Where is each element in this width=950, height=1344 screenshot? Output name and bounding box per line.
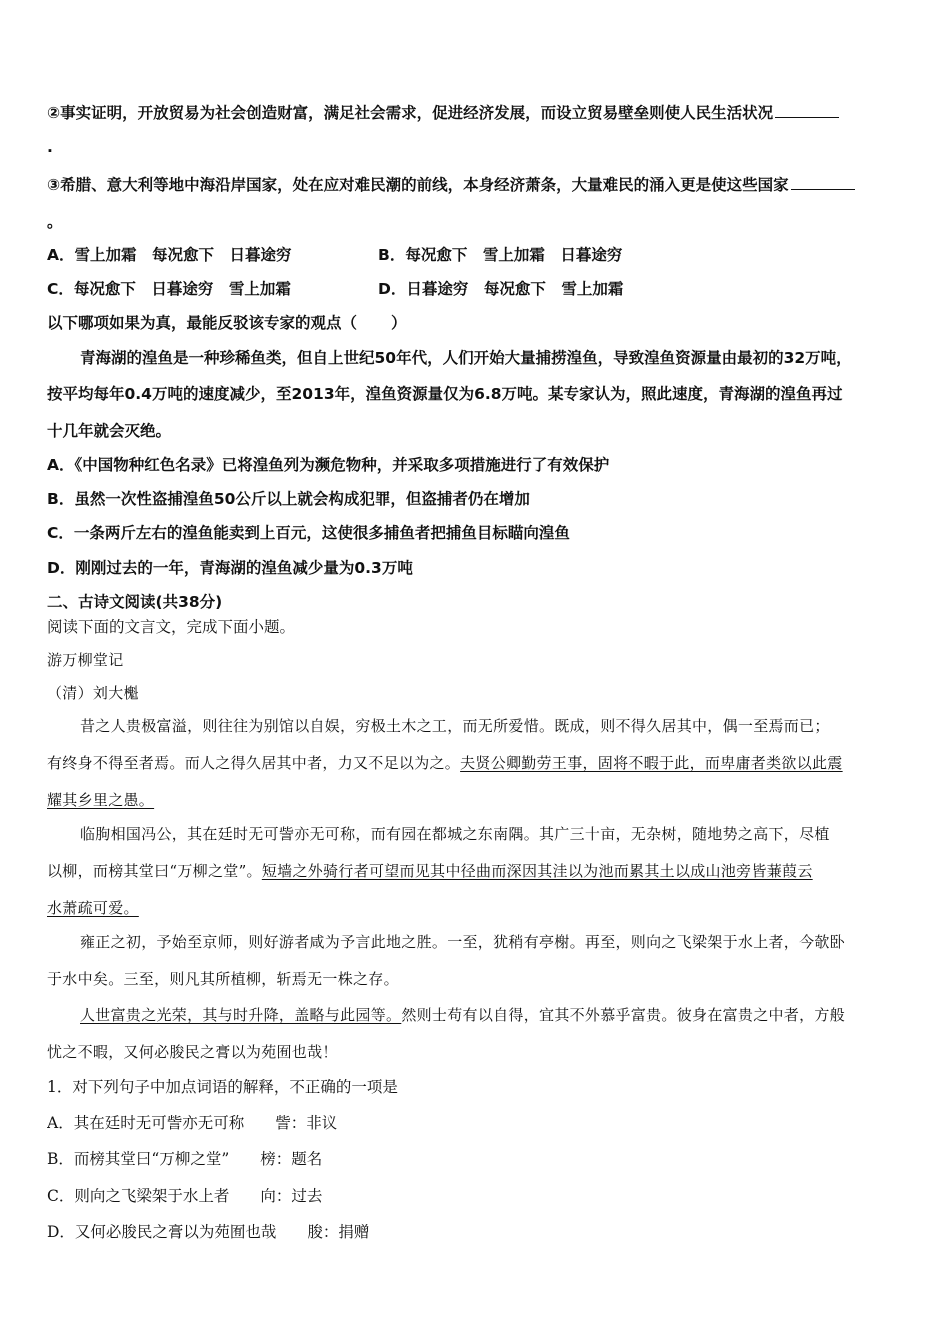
answer-blank[interactable] bbox=[775, 105, 839, 118]
fish-para-line-3: 十几年就会灭绝。 bbox=[47, 422, 172, 440]
passage-p2-line-3 bbox=[47, 897, 910, 918]
underlined-sentence: 人世富贵之光荣，其与时升降，盖略与此园等。 bbox=[80, 1006, 402, 1024]
fish-question-stem: 以下哪项如果为真，最能反驳该专家的观点（ ） bbox=[47, 314, 407, 332]
passage-p1-line-3 bbox=[47, 789, 910, 810]
prev-item-2-end: . bbox=[47, 138, 53, 156]
section-heading: 二、古诗文阅读(共38分) bbox=[47, 593, 223, 611]
passage-p4-line-2: 忧之不暇，又何必朘民之膏以为苑囿也哉！ bbox=[47, 1043, 338, 1061]
passage-author: （清）刘大櫆 bbox=[47, 684, 139, 702]
passage-p2-line-2: 以柳，而榜其堂曰“万柳之堂”。短墙之外骑行者可望而见其中径曲而深因其洼以为池而累其土以成山池旁皆蒹葭云 bbox=[47, 862, 813, 880]
answer-blank[interactable] bbox=[791, 177, 855, 190]
underlined-sentence: 耀其乡里之愚。 bbox=[47, 791, 155, 809]
fish-para-line-2: 按平均每年0.4万吨的速度减少，至2013年，湟鱼资源量仅为6.8万吨。某专家认为，照此速度，青海湖的湟鱼再过 bbox=[47, 385, 843, 403]
passage-p3-line-1: 雍正之初，予始至京师，则好游者咸为予言此地之胜。一至，犹稍有亭榭。再至，则向之飞梁架于水上者，今欹卧 bbox=[80, 933, 846, 951]
passage-p2-line-1: 临朐相国冯公，其在廷时无可訾亦无可称，而有园在都城之东南隅。其广三十亩，无杂树，随地势之高下，尽植 bbox=[80, 825, 830, 843]
section-instruction: 阅读下面的文言文，完成下面小题。 bbox=[47, 618, 296, 636]
prev-option-a[interactable]: A．雪上加霜 每况愈下 日暮途穷 bbox=[47, 246, 292, 264]
prev-item-3-end: 。 bbox=[47, 213, 63, 231]
question-1-option-b[interactable]: B．而榜其堂曰“万柳之堂” 榜：题名 bbox=[47, 1150, 323, 1168]
question-1-option-c[interactable]: C．则向之飞梁架于水上者 向：过去 bbox=[47, 1187, 323, 1205]
question-1-option-a[interactable]: A．其在廷时无可訾亦无可称 訾：非议 bbox=[47, 1114, 338, 1132]
passage-p1-line-1: 昔之人贵极富溢，则往往为别馆以自娱，穷极土木之工，而无所爱惜。既成，则不得久居其中，偶一至焉而已； bbox=[80, 717, 830, 735]
passage-p4-line-1: 人世富贵之光荣，其与时升降，盖略与此园等。然则士苟有以自得，宜其不外慕乎富贵。彼身在富贵之中者，方般 bbox=[80, 1006, 846, 1024]
prev-item-3: ③希腊、意大利等地中海沿岸国家，处在应对难民潮的前线，本身经济萧条，大量难民的涌入更是使这些国家 bbox=[47, 173, 910, 195]
fish-option-c[interactable]: C．一条两斤左右的湟鱼能卖到上百元，这使很多捕鱼者把捕鱼目标瞄向湟鱼 bbox=[47, 524, 570, 542]
question-1-option-d[interactable]: D．又何必朘民之膏以为苑囿也哉 朘：捐赠 bbox=[47, 1223, 370, 1241]
passage-p1-line-2: 有终身不得至者焉。而人之得久居其中者，力又不足以为之。夫贤公卿勤劳王事，固将不暇于此，而卑庸者类欲以此震 bbox=[47, 754, 843, 772]
prev-option-c[interactable]: C．每况愈下 日暮途穷 雪上加霜 bbox=[47, 280, 291, 298]
underlined-sentence: 短墙之外骑行者可望而见其中径曲而深因其洼以为池而累其土以成山池旁皆蒹葭云 bbox=[261, 862, 813, 880]
passage-title: 游万柳堂记 bbox=[47, 651, 124, 669]
fish-option-b[interactable]: B．虽然一次性盗捕湟鱼50公斤以上就会构成犯罪，但盗捕者仍在增加 bbox=[47, 490, 530, 508]
fish-option-a[interactable]: A．《中国物种红色名录》已将湟鱼列为濒危物种，并采取多项措施进行了有效保护 bbox=[47, 456, 610, 474]
underlined-sentence: 夫贤公卿勤劳王事，固将不暇于此，而卑庸者类欲以此震 bbox=[460, 754, 843, 772]
fish-option-d[interactable]: D．刚刚过去的一年，青海湖的湟鱼减少量为0.3万吨 bbox=[47, 559, 413, 577]
question-1-stem: 1．对下列句子中加点词语的解释，不正确的一项是 bbox=[47, 1078, 398, 1096]
prev-option-b[interactable]: B．每况愈下 雪上加霜 日暮途穷 bbox=[378, 246, 623, 264]
prev-item-2: ②事实证明，开放贸易为社会创造财富，满足社会需求，促进经济发展，而设立贸易壁垒则使人民生活状况 bbox=[47, 101, 910, 123]
fish-para-line-1: 青海湖的湟鱼是一种珍稀鱼类，但自上世纪50年代，人们开始大量捕捞湟鱼，导致湟鱼资源量由最初的32万吨， bbox=[80, 349, 852, 367]
underlined-sentence: 水萧疏可爱。 bbox=[47, 899, 139, 917]
passage-p3-line-2: 于水中矣。三至，则凡其所植柳，斩焉无一株之存。 bbox=[47, 970, 399, 988]
prev-option-d[interactable]: D．日暮途穷 每况愈下 雪上加霜 bbox=[378, 280, 624, 298]
